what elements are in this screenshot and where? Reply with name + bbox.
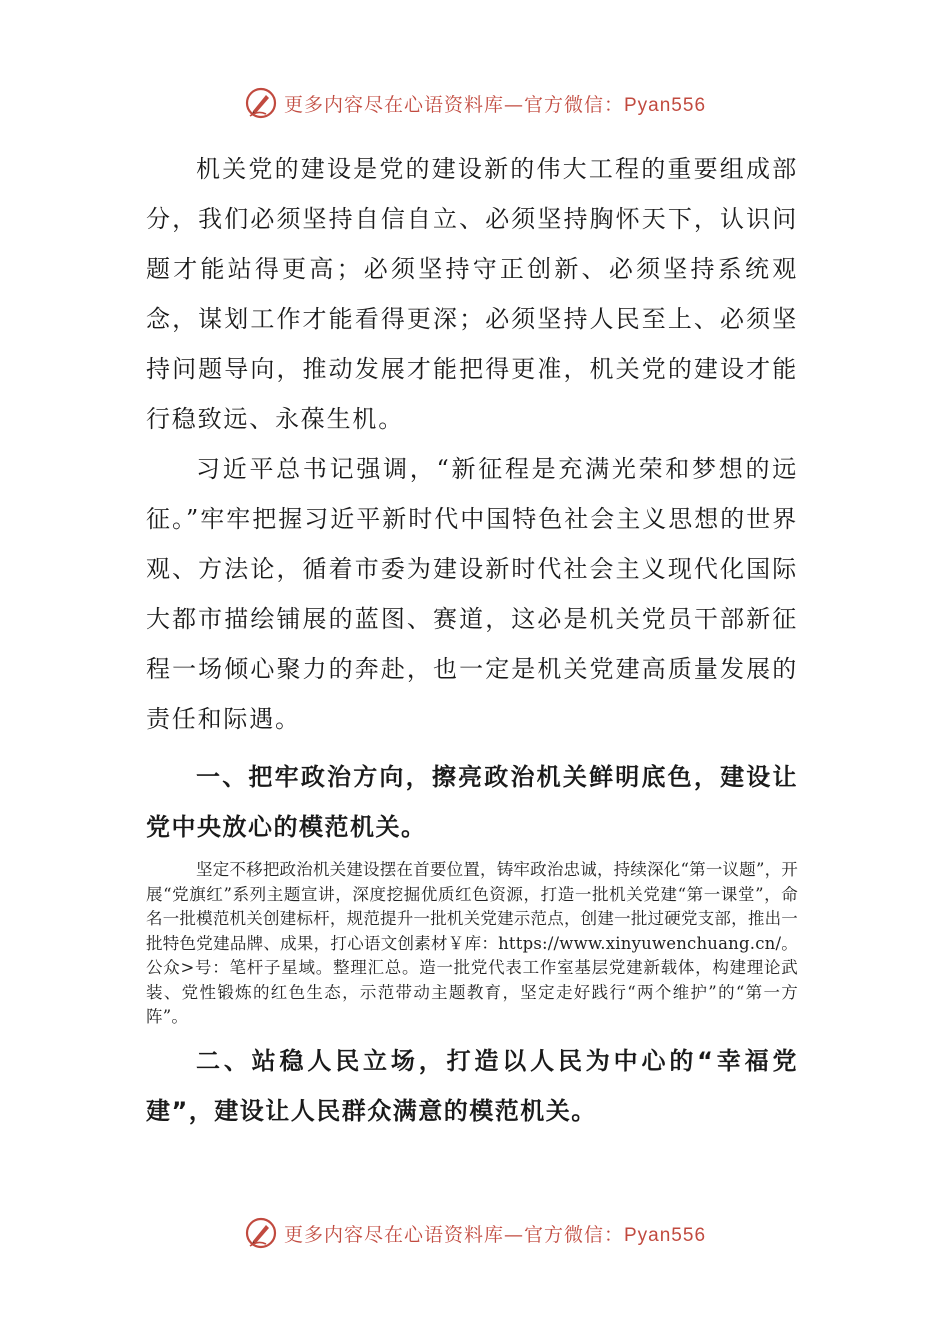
section-heading-1: 一、把牢政治方向，擦亮政治机关鲜明底色，建设让党中央放心的模范机关。: [146, 763, 798, 841]
watermark-id: Pyan556: [624, 94, 707, 116]
pen-seal-icon: [244, 1216, 278, 1250]
document-body: [146, 144, 798, 1136]
watermark-id: Pyan556: [624, 1224, 707, 1246]
footer-watermark: [0, 1216, 950, 1250]
paragraph-small: 坚定不移把政治机关建设摆在首要位置，铸牢政治忠诚，持续深化“第一议题”，开展“党旗红”系列主题宣讲，深度挖掘优质红色资源，打造一批机关党建“第一课堂”，命名一批模范机关创建标杆，规范提升一批机关党建示范点，创建一批过硬党支部，推出一批特色党建品牌、成果，打心语文创素材￥库：https://www.xinyuwenchuang.cn/。公众>号：笔杆子星域。整理汇总。造一批党代表工作室基层党建新载体，构建理论武装、党性锻炼的红色生态，示范带动主题教育，坚定走好践行“两个维护”的“第一方阵”。: [146, 860, 798, 1026]
watermark-label: 更多内容尽在心语资料库—官方微信：: [283, 93, 624, 116]
header-watermark: [0, 86, 950, 120]
section-heading-2: 二、站稳人民立场，打造以人民为中心的“幸福党建”，建设让人民群众满意的模范机关。: [146, 1046, 798, 1125]
watermark-text: [284, 90, 706, 117]
watermark-label: 更多内容尽在心语资料库—官方微信：: [283, 1223, 624, 1246]
pen-seal-icon: [244, 86, 278, 120]
paragraph-2: 习近平总书记强调，“新征程是充满光荣和梦想的远征。”牢牢把握习近平新时代中国特色社会主义思想的世界观、方法论，循着市委为建设新时代社会主义现代化国际大都市描绘铺展的蓝图、赛道，这必是机关党员干部新征程一场倾心聚力的奔赴，也一定是机关党建高质量发展的责任和际遇。: [146, 455, 798, 733]
watermark-text: [284, 1220, 706, 1247]
paragraph-1: 机关党的建设是党的建设新的伟大工程的重要组成部分，我们必须坚持自信自立、必须坚持胸怀天下，认识问题才能站得更高；必须坚持守正创新、必须坚持系统观念，谋划工作才能看得更深；必须坚持人民至上、必须坚持问题导向，推动发展才能把得更准，机关党的建设才能行稳致远、永葆生机。: [146, 155, 798, 433]
